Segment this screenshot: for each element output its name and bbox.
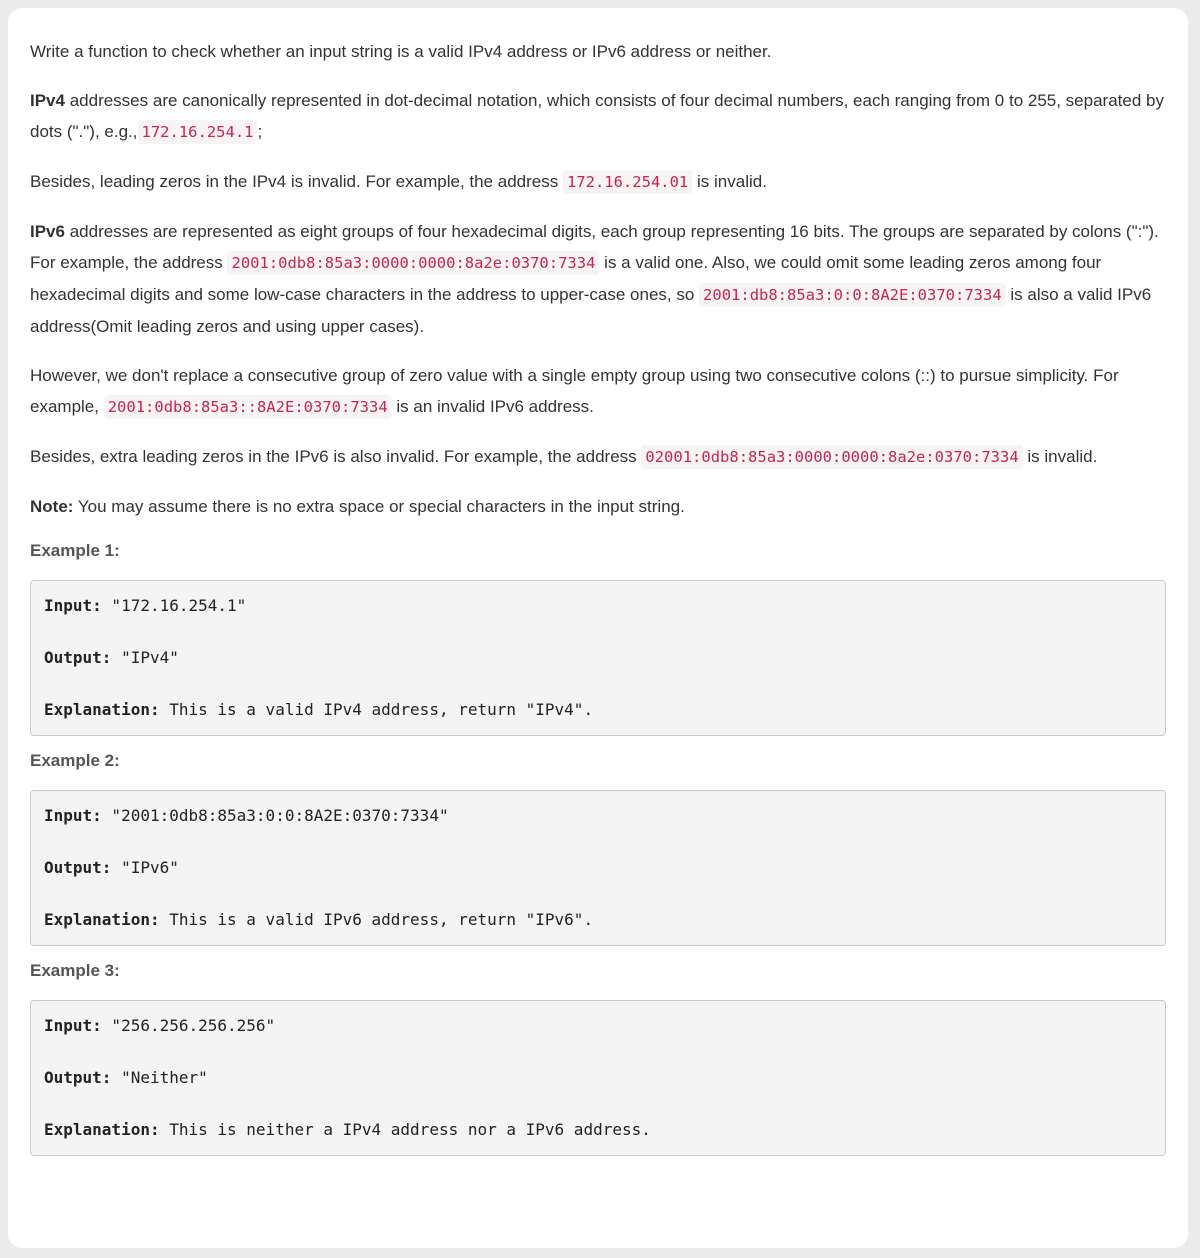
text: ; (257, 122, 263, 141)
bold-term: IPv4 (30, 91, 65, 110)
output-label: Output: (44, 648, 112, 667)
text: is a valid one. Also, we could omit some leading zeros among four hexadecimal digits and some low-case characters in the address to upper-case ones, so (30, 253, 1102, 304)
explanation-value: This is a valid IPv4 address, return "IPv4". (159, 700, 594, 719)
example-input-line (44, 803, 1152, 829)
inline-code: 02001:0db8:85a3:0000:0000:8a2e:0370:7334 (641, 445, 1022, 469)
example-output-line (44, 1065, 1152, 1091)
paragraph (30, 216, 1166, 342)
input-label: Input: (44, 1016, 102, 1035)
explanation-label: Explanation: (44, 1120, 160, 1139)
text: addresses are canonically represented in dot-decimal notation, which consists of four decimal numbers, each ranging from 0 to 255, separated by dots ("."), e.g., (30, 91, 1164, 141)
input-label: Input: (44, 596, 102, 615)
output-value: "Neither" (111, 1068, 208, 1087)
text: You may assume there is no extra space or special characters in the input string. (73, 497, 685, 516)
output-value: "IPv6" (111, 858, 179, 877)
text: is invalid. (692, 172, 767, 191)
input-value: "2001:0db8:85a3:0:0:8A2E:0370:7334" (101, 806, 449, 825)
inline-code: 2001:0db8:85a3:0000:0000:8a2e:0370:7334 (227, 251, 599, 275)
text: is an invalid IPv6 address. (391, 397, 594, 416)
example-code-block (30, 790, 1166, 946)
text: is also a valid IPv6 address(Omit leading zeros and using upper cases). (30, 285, 1152, 336)
inline-code: 172.16.254.01 (563, 170, 692, 194)
inline-code: 172.16.254.1 (138, 120, 258, 144)
problem-content (8, 8, 1188, 1156)
explanation-label: Explanation: (44, 910, 160, 929)
text: Write a function to check whether an input string is a valid IPv4 address or IPv6 address or neither. (30, 42, 772, 61)
text: is invalid. (1022, 447, 1098, 466)
text: Besides, leading zeros in the IPv4 is invalid. For example, the address (30, 172, 563, 191)
input-value: "256.256.256.256" (101, 1016, 276, 1035)
text: Besides, extra leading zeros in the IPv6 is also invalid. For example, the address (30, 447, 642, 466)
example-input-line (44, 1013, 1152, 1039)
output-label: Output: (44, 1068, 112, 1087)
input-label: Input: (44, 806, 102, 825)
paragraph (30, 85, 1166, 148)
example-output-line (44, 645, 1152, 671)
explanation-value: This is neither a IPv4 address nor a IPv6 address. (159, 1120, 651, 1139)
example-title: Example 3: (30, 961, 120, 980)
problem-description-card (8, 8, 1188, 1248)
example-explanation-line (44, 1117, 1152, 1143)
example-code-block (30, 1000, 1166, 1156)
example-input-line (44, 593, 1152, 619)
paragraph (30, 360, 1166, 423)
explanation-value: This is a valid IPv6 address, return "IPv6". (159, 910, 594, 929)
example-explanation-line (44, 907, 1152, 933)
output-label: Output: (44, 858, 112, 877)
inline-code: 2001:0db8:85a3::8A2E:0370:7334 (104, 395, 392, 419)
bold-term: IPv6 (30, 222, 65, 241)
paragraph (30, 441, 1166, 473)
example-output-line (44, 855, 1152, 881)
paragraph (30, 36, 1166, 67)
paragraph (30, 491, 1166, 522)
input-value: "172.16.254.1" (101, 596, 247, 615)
example-title: Example 1: (30, 541, 120, 560)
inline-code: 2001:db8:85a3:0:0:8A2E:0370:7334 (699, 283, 1006, 307)
output-value: "IPv4" (111, 648, 179, 667)
paragraph (30, 166, 1166, 198)
example-explanation-line (44, 697, 1152, 723)
explanation-label: Explanation: (44, 700, 160, 719)
example-code-block (30, 580, 1166, 736)
text: addresses are represented as eight groups of four hexadecimal digits, each group representing 16 bits. The groups are separated by colons (":"). For example, the address (30, 222, 1159, 272)
text: However, we don't replace a consecutive group of zero value with a single empty group using two consecutive colons (::) to pursue simplicity. For example, (30, 366, 1119, 416)
bold-term: Note: (30, 497, 74, 516)
example-title: Example 2: (30, 751, 120, 770)
